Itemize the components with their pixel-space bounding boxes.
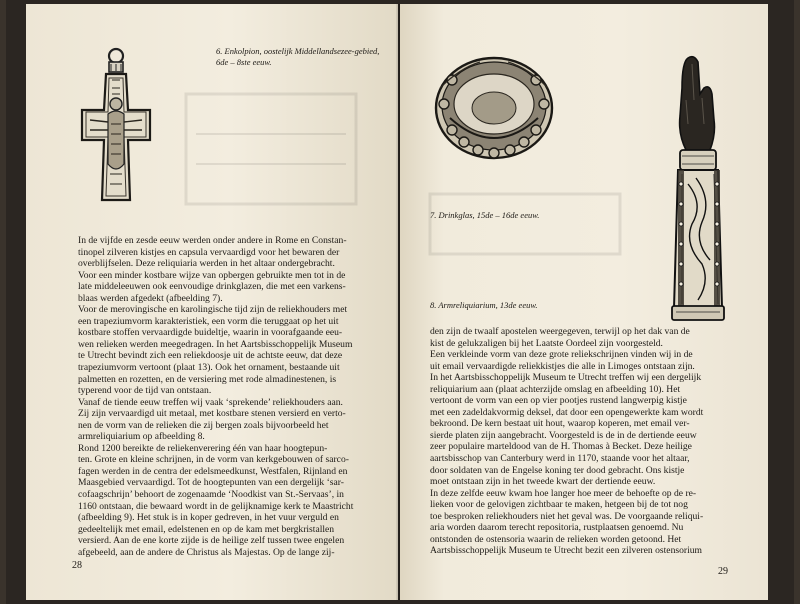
text-line: ten. Grote en kleine schrijnen, in de vorm van kerkgebouwen of sarco- <box>78 454 349 466</box>
text-line: bekroond. De kern bestaat uit hout, waarop koperen, met email ver- <box>430 418 690 430</box>
right-page <box>400 4 768 600</box>
text-line: nen de vorm van de relieken die zij bergen zoals bijvoorbeeld het <box>78 419 329 431</box>
text-line: moet ontstaan zijn in het tweede kwart der dertiende eeuw. <box>430 476 656 488</box>
text-line: In deze zelfde eeuw kwam hoe langer hoe meer de behoefte op de re- <box>430 487 697 499</box>
text-line: versierd. Aan de ene korte zijde is de heilige zelf tussen twee engelen <box>78 535 345 547</box>
text-line: (afbeelding 9). Het stuk is in koper gedreven, in het vuur verguld en <box>78 512 339 524</box>
text-line: afgebeeld, aan de andere de Christus als Majestas. Op de lange zij- <box>78 546 335 558</box>
text-line: den zijn de twaalf apostelen weergegeven, terwijl op het dak van de <box>430 326 690 337</box>
figure-7-caption: 7. Drinkglas, 15de – 16de eeuw. <box>430 210 540 220</box>
text-line: Aartsbisschoppelijk Museum te Utrecht bezit een zilveren ostensorium <box>430 545 703 557</box>
text-line: uit email vervaardigde reliekkistjes die alle in Limoges ontstaan zijn. <box>430 360 695 372</box>
text-line: Voor een minder kostbare wijze van opbergen gebruikte men tot in de <box>78 269 346 281</box>
text-line: lieken voor de gelovigen zichtbaar te maken, hetgeen bij de tot nog <box>430 499 688 511</box>
text-line: Zij zijn vervaardigd uit metaal, met kostbare stenen versierd en verto- <box>78 408 346 420</box>
text-line: vertoont de vorm van een op vier pootjes rustend langwerpig kistje <box>430 395 687 407</box>
text-line: toe besproken reliekhouders niet het geval was. De voorgaande reliqui- <box>430 510 704 522</box>
left-body-text <box>78 235 353 558</box>
text-line: Een verkleinde vorm van deze grote reliekschrijnen vinden wij in de <box>430 349 693 361</box>
text-line: 1160 ontstaan, die bewaard wordt in de gelijknamige kerk te Maastricht <box>78 500 354 512</box>
text-line: armreliquiarium op afbeelding 8. <box>78 431 205 443</box>
page-number-left: 28 <box>72 560 82 571</box>
text-line: wen relieken werden meegedragen. In het Aartsbisschoppelijk Museum <box>78 338 353 350</box>
text-line: met een zadeldakvormig deksel, dat door een opengewerkte kam wordt <box>430 406 704 418</box>
text-line: een trapeziumvorm karakteristiek, een vorm die teruggaat op het uit <box>78 315 339 327</box>
text-line: Voor de merovingische en karolingische tijd zijn de reliekhouders met <box>78 304 348 316</box>
text-line: In de vijfde en zesde eeuw werden onder andere in Rome en Constan- <box>78 235 347 246</box>
text-line: In het Aartsbisschoppelijk Museum te Utrecht treffen wij een dergelijk <box>430 372 702 384</box>
text-line: door soldaten van de Engelse koning ter dood gebracht. Ons kistje <box>430 464 685 476</box>
page-number-right: 29 <box>718 566 728 577</box>
text-line: zeer populaire marteldood van de H. Thomas à Becket. Deze heilige <box>430 441 692 453</box>
text-line: trapeziumvorm vertoont (plaat 13). Ook het ornament, bestaande uit <box>78 362 340 374</box>
text-line: aria worden daarom terecht repositoria, rustplaatsen genoemd. Nu <box>430 522 684 534</box>
text-line: ontstonden de ostensoria waarin de relieken worden getoond. Het <box>430 533 682 545</box>
text-line: sierde platen zijn aangebracht. Voorgesteld is de in de dertiende eeuw <box>430 429 697 441</box>
text-line: cofaagschrijn’ behoort de zogenaamde ‘Noodkist van St.-Servaas’, in <box>78 489 344 501</box>
text-line: te Utrecht bevindt zich een reliekdoosje uit de achtste eeuw, dat deze <box>78 350 343 362</box>
text-line: blaas werden afgedekt (afbeelding 7). <box>78 292 223 304</box>
text-line: tinopel zilveren kistjes en capsula vervaardigd voor het bewaren der <box>78 246 340 258</box>
enkolpion-cross-icon <box>78 44 154 210</box>
right-body-text <box>430 326 703 557</box>
caption-line: 6de – 8ste eeuw. <box>216 57 272 67</box>
show-through-shadow <box>176 74 376 234</box>
caption-line: 6. Enkolpion, oostelijk Middellandsezee-gebied, <box>216 46 380 56</box>
drinking-glass-icon <box>430 48 558 176</box>
text-line: late middeleeuwen ook eenvoudige drinkglazen, die met een varkens- <box>78 281 346 293</box>
text-line: Rond 1200 bereikte de reliekenverering één van haar hoogtepun- <box>78 442 328 454</box>
text-line: fagen werden in de centra der edelsmeedkunst, Westfalen, Rijnland en <box>78 465 348 477</box>
text-line: kostbare stoffen vervaardigde buideltje, waarin in voorafgaande eeu- <box>78 327 343 339</box>
text-line: Maasgebied vervaardigd. Tot de hoogtepunten van een dergelijk ‘sar- <box>78 477 344 489</box>
text-line: reliquiarium aan (plaat achterzijde omslag en afbeelding 10). Het <box>430 383 681 395</box>
figure-8-caption: 8. Armreliquiarium, 13de eeuw. <box>430 300 538 310</box>
text-line: Vanaf de tiende eeuw treffen wij vaak ‘sprekende’ reliekhouders aan. <box>78 396 343 408</box>
left-page <box>26 4 398 600</box>
text-line: palmetten en rozetten, en de versiering met rode almadinestenen, is <box>78 373 337 385</box>
text-line: aartsbisschop van Canterbury werd in 1170, staande voor het altaar, <box>430 453 690 465</box>
figure-6-caption <box>216 46 379 68</box>
text-line: gedeeltelijk met email, edelstenen en op de kam met bergkristallen <box>78 523 335 535</box>
text-line: typerend voor de tijd van ontstaan. <box>78 385 212 397</box>
text-line: kist de gelukzaligen bij het Laatste Oordeel zijn voorgesteld. <box>430 337 663 349</box>
text-line: overblijfselen. Deze reliquiaria werden in het altaar ondergebracht. <box>78 258 335 270</box>
arm-reliquary-icon <box>658 54 742 326</box>
